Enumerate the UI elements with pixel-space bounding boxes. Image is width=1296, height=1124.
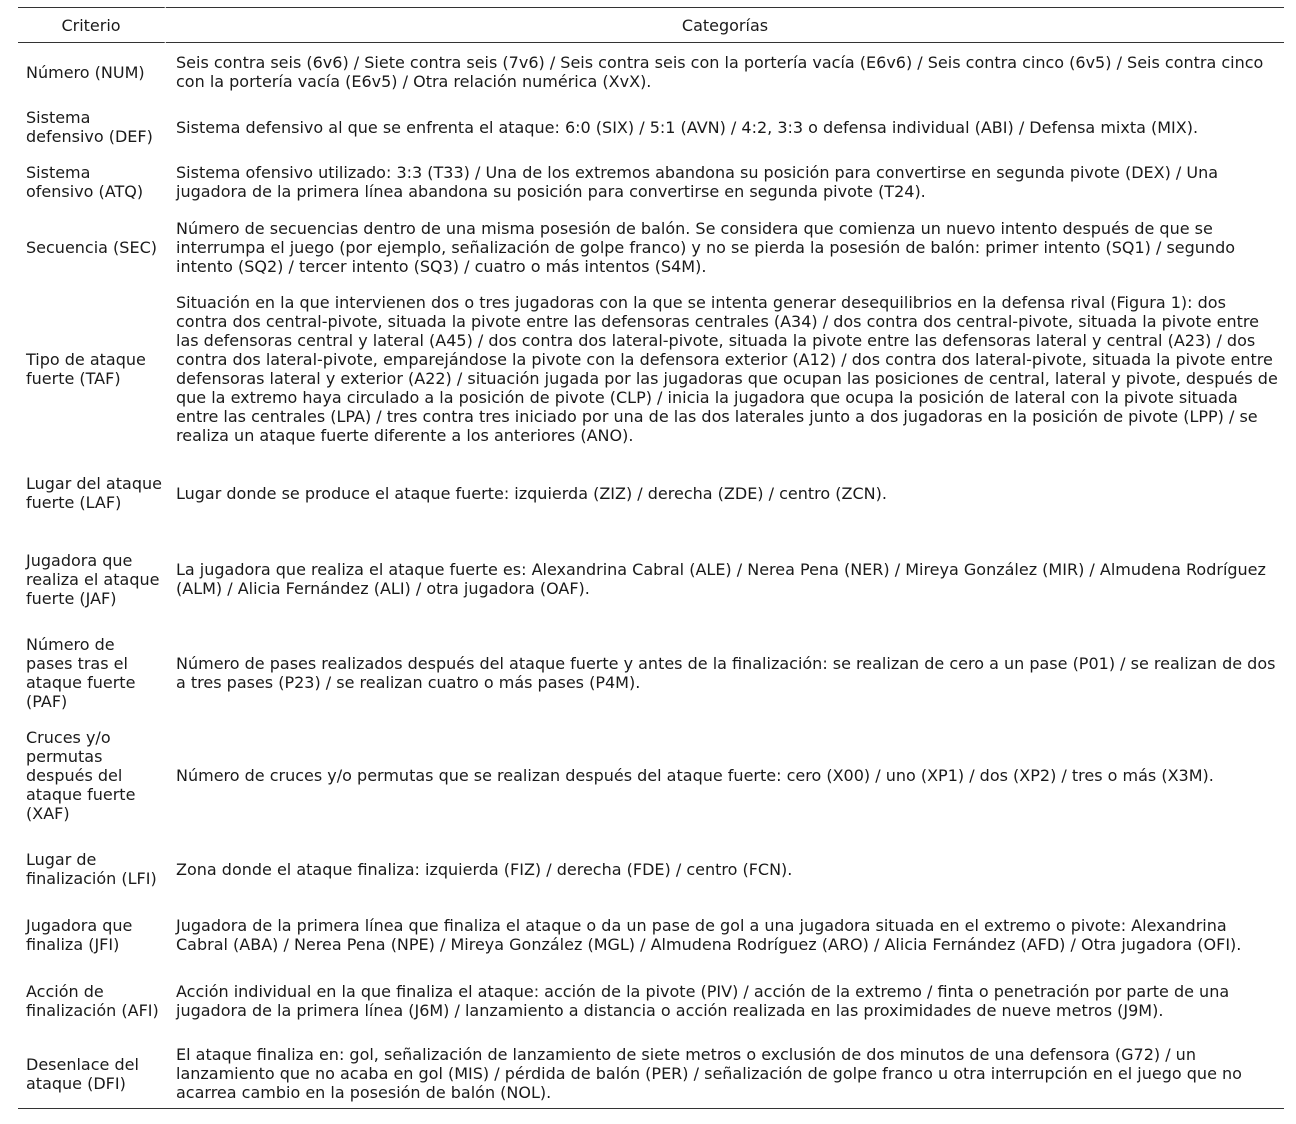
categorias-cell: El ataque finaliza en: gol, señalización de lanzamiento de siete metros o exclusión de dos minutos de una defensora (G72) / un lanzamiento que no acaba en gol (MIS) / pérdida de balón (PER) / señalización de golpe franco u otra interrupción en el juego que no acarrea cambio en la posesión de balón (NOL). <box>166 1039 1284 1109</box>
table-row <box>18 963 1284 1039</box>
criterio-cell: Lugar del ataque fuerte (LAF) <box>26 474 162 512</box>
categorias-cell: Número de secuencias dentro de una misma posesión de balón. Se considera que comienza un nuevo intento después de que se interrumpa el juego (por ejemplo, señalización de golpe franco) y no se pierda la posesión de balón: primer intento (SQ1) / segundo intento (SQ2) / tercer intento (SQ3) / cuatro o más intentos (S4M). <box>176 218 1236 276</box>
categorias-cell: Acción individual en la que finaliza el ataque: acción de la pivote (PIV) / acción de la extremo / finta o penetración por parte de una jugadora de la primera línea (J6M) / lanzamiento a distancia o acción realizada en las proximidades de nueve metros (J9M). <box>176 982 1230 1020</box>
categorias-cell: Lugar donde se produce el ataque fuerte: izquierda (ZIZ) / derecha (ZDE) / centro (ZCN). <box>176 483 887 503</box>
categorias-cell: Sistema defensivo al que se enfrenta el ataque: 6:0 (SIX) / 5:1 (AVN) / 4:2, 3:3 o defensa individual (ABI) / Defensa mixta (MIX). <box>176 117 1199 137</box>
criterio-cell: Número (NUM) <box>26 62 145 82</box>
criteria-table <box>18 7 1284 1109</box>
categorias-cell: Seis contra seis (6v6) / Siete contra seis (7v6) / Seis contra seis con la portería vacía (E6v6) / Seis contra cinco (6v5) / Seis contra cinco con la portería vacía (E6v5) / Otra relación numérica (XvX). <box>176 53 1264 91</box>
table-row <box>18 831 1284 907</box>
criterio-cell: Sistema defensivo (DEF) <box>26 108 153 146</box>
table-row <box>18 101 1284 153</box>
criterio-cell: Lugar de finalización (LFI) <box>26 850 157 888</box>
table-row <box>18 719 1284 831</box>
table-row <box>18 455 1284 531</box>
header-categorias: Categorías <box>166 7 1284 43</box>
criterio-cell: Acción de finalización (AFI) <box>26 982 159 1020</box>
table-row <box>18 211 1284 283</box>
criterio-cell: Número de pases tras el ataque fuerte (PAF) <box>26 635 136 711</box>
categorias-cell: Sistema ofensivo utilizado: 3:3 (T33) / Una de los extremos abandona su posición para convertirse en segunda pivote (DEX) / Una jugadora de la primera línea abandona su posición para convertirse en segunda pivote (T24). <box>176 163 1219 201</box>
categorias-cell: Número de cruces y/o permutas que se realizan después del ataque fuerte: cero (X00) / uno (XP1) / dos (XP2) / tres o más (X3M). <box>176 765 1214 785</box>
categorias-cell: Jugadora de la primera línea que finaliza el ataque o da un pase de gol a una jugadora situada en el extremo o pivote: Alexandrina Cabral (ABA) / Nerea Pena (NPE) / Mireya González (MGL) / Almudena Rodríguez (ARO) / Alicia Fernández (AFD) / Otra jugadora (OFI). <box>176 916 1242 954</box>
categorias-cell: Número de pases realizados después del ataque fuerte y antes de la finalización: se realizan de cero a un pase (P01) / se realizan de dos a tres pases (P23) / se realizan cuatro o más pases (P4M). <box>176 654 1276 692</box>
table-body <box>18 43 1284 1109</box>
criterio-cell: Cruces y/o permutas después del ataque fuerte (XAF) <box>26 727 136 823</box>
categorias-cell: La jugadora que realiza el ataque fuerte es: Alexandrina Cabral (ALE) / Nerea Pena (NER) / Mireya González (MIR) / Almudena Rodríguez (ALM) / Alicia Fernández (ALI) / otra jugadora (OAF). <box>176 560 1266 598</box>
table-row <box>18 1039 1284 1109</box>
criteria-table-container <box>18 7 1284 1109</box>
table-row <box>18 531 1284 627</box>
table-row <box>18 283 1284 455</box>
table-row <box>18 43 1284 101</box>
criterio-cell: Sistema ofensivo (ATQ) <box>26 163 144 201</box>
table-header <box>18 7 1284 43</box>
criterio-cell: Desenlace del ataque (DFI) <box>18 1039 166 1109</box>
header-row <box>18 7 1284 43</box>
categorias-cell: Zona donde el ataque finaliza: izquierda (FIZ) / derecha (FDE) / centro (FCN). <box>176 859 793 879</box>
criterio-cell: Secuencia (SEC) <box>26 237 157 257</box>
criterio-cell: Jugadora que finaliza (JFI) <box>26 916 133 954</box>
table-row <box>18 153 1284 211</box>
categorias-cell: Situación en la que intervienen dos o tres jugadoras con la que se intenta generar desequilibrios en la defensa rival (Figura 1): dos contra dos central-pivote, situada la pivote entre las defensoras centrales (A34) / dos contra dos central-pivote, situada la pivote entre las defensoras central y lateral (A45) / dos contra dos lateral-pivote, situada la pivote entre las defensoras lateral y central (A23) / dos contra dos lateral-pivote, emparejándose la pivote con la defensora exterior (A12) / dos contra dos lateral-pivote, situada la pivote entre defensoras lateral y exterior (A22) / situación jugada por las jugadoras que ocupan las posiciones de central, lateral y pivote, después de que la extremo haya circulado a la posición de pivote (CLP) / inicia la jugadora que ocupa la posición de lateral con la pivote situada entre las centrales (LPA) / tres contra tres iniciado por una de las dos laterales junto a dos jugadoras en la posición de pivote (LPP) / se realiza un ataque fuerte diferente a los anteriores (ANO). <box>176 293 1278 445</box>
table-row <box>18 627 1284 719</box>
criterio-cell: Tipo de ataque fuerte (TAF) <box>26 350 146 388</box>
criterio-cell: Jugadora que realiza el ataque fuerte (JAF) <box>26 550 160 608</box>
table-row <box>18 907 1284 963</box>
header-criterio: Criterio <box>18 7 166 43</box>
